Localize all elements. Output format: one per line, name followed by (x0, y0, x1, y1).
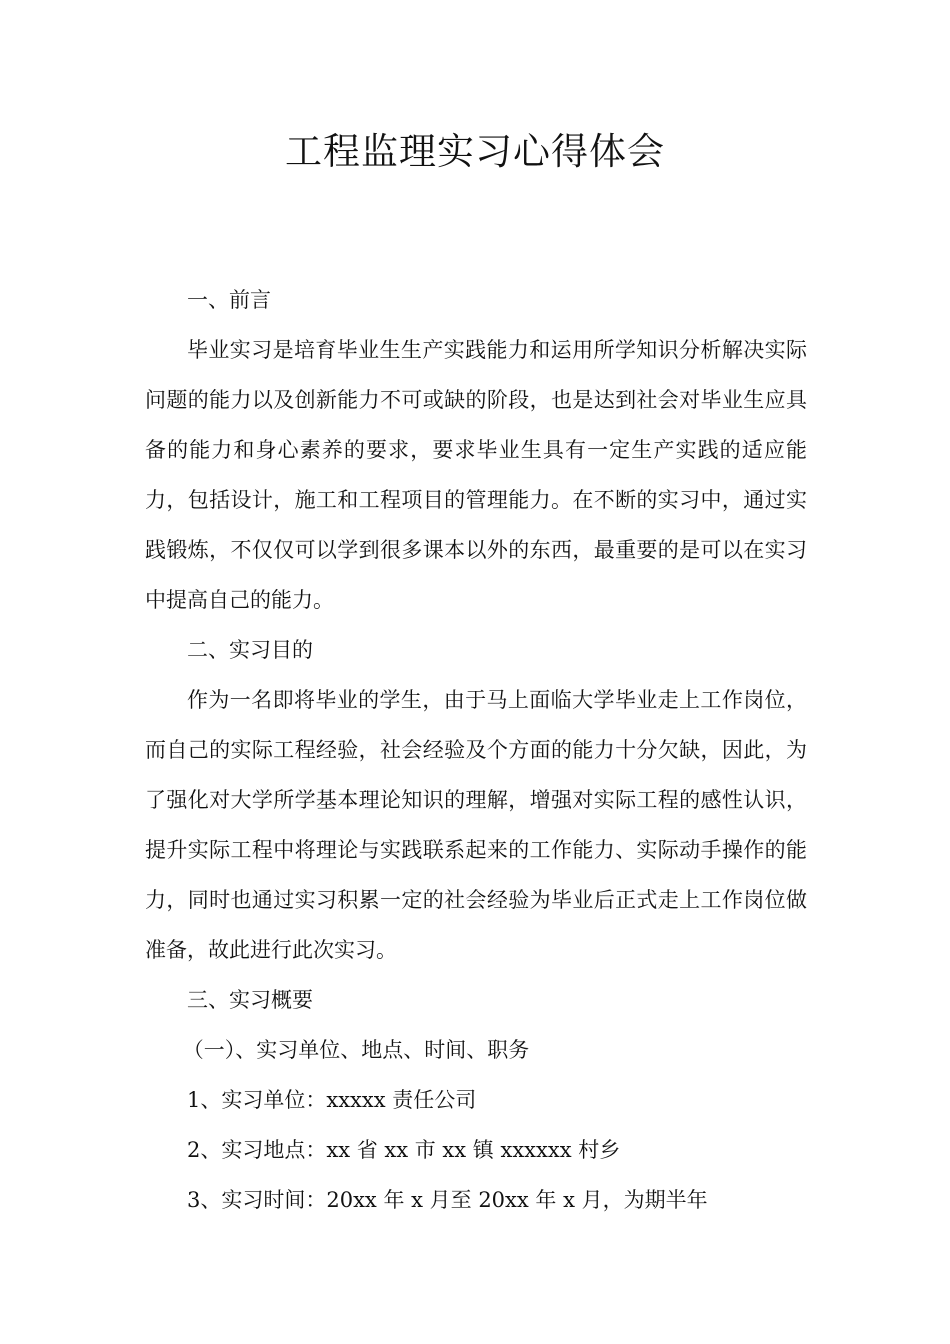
section-heading-purpose: 二、实习目的 (187, 638, 313, 662)
paragraph-preface: 毕业实习是培育毕业生生产实践能力和运用所学知识分析解决实际问题的能力以及创新能力不可或缺的阶段，也是达到社会对毕业生应具备的能力和身心素养的要求，要求毕业生具有一定生产实践的适应能力，包括设计，施工和工程项目的管理能力。在不断的实习中，通过实践锻炼，不仅仅可以学到很多课本以外的东西，最重要的是可以在实习中提高自己的能力。 (145, 338, 807, 612)
list-item-time: 3、实习时间：20xx 年 x 月至 20xx 年 x 月，为期半年 (187, 1188, 708, 1212)
paragraph-purpose: 作为一名即将毕业的学生，由于马上面临大学毕业走上工作岗位，而自己的实际工程经验，社会经验及个方面的能力十分欠缺，因此，为了强化对大学所学基本理论知识的理解，增强对实际工程的感性认识，提升实际工程中将理论与实践联系起来的工作能力、实际动手操作的能力，同时也通过实习积累一定的社会经验为毕业后正式走上工作岗位做准备，故此进行此次实习。 (145, 688, 807, 962)
list-item-unit: 1、实习单位：xxxxx 责任公司 (187, 1088, 477, 1112)
section-heading-preface: 一、前言 (187, 288, 271, 312)
subsection-heading-unit: （一）、实习单位、地点、时间、职务 (182, 1038, 530, 1062)
document-body (145, 275, 807, 1225)
section-heading-overview: 三、实习概要 (187, 988, 313, 1012)
list-item-location: 2、实习地点：xx 省 xx 市 xx 镇 xxxxxx 村乡 (187, 1138, 621, 1162)
document-title: 工程监理实习心得体会 (285, 130, 665, 173)
